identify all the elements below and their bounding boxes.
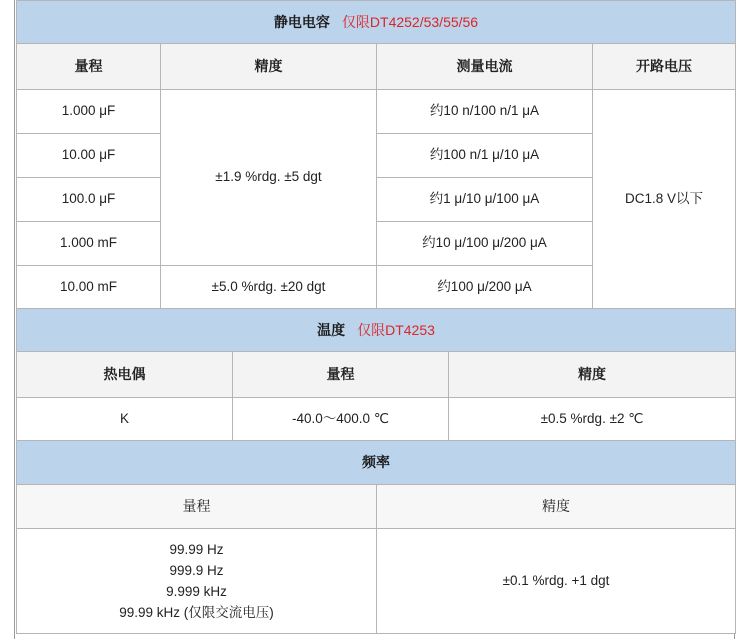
capacitance-model-note: 仅限DT4252/53/55/56: [341, 13, 479, 30]
range-cell: 1.000 μF: [17, 90, 161, 134]
range-cell: -40.0～400.0 ℃: [233, 398, 449, 441]
open-voltage-cell: DC1.8 V以下: [593, 90, 736, 310]
col-header-range: 量程: [17, 485, 377, 529]
temperature-table: [16, 308, 736, 441]
frequency-range-item: 9.999 kHz: [166, 584, 227, 599]
col-header-open-voltage: 开路电压: [593, 44, 736, 90]
temperature-section-header: [17, 309, 736, 352]
col-header-accuracy: 精度: [161, 44, 377, 90]
accuracy-cell: ±5.0 %rdg. ±20 dgt: [161, 266, 377, 310]
current-cell: 约10 n/100 n/1 μA: [377, 90, 593, 134]
current-cell: 约1 μ/10 μ/100 μA: [377, 178, 593, 222]
col-header-current: 测量电流: [377, 44, 593, 90]
range-cell: 10.00 μF: [17, 134, 161, 178]
frequency-table: [16, 440, 736, 634]
col-header-accuracy: 精度: [377, 485, 736, 529]
thermocouple-cell: K: [17, 398, 233, 441]
current-cell: 约100 n/1 μ/10 μA: [377, 134, 593, 178]
capacitance-title: 静电电容: [273, 13, 330, 30]
range-cell: 100.0 μF: [17, 178, 161, 222]
frequency-title: 频率: [362, 454, 390, 471]
col-header-range: 量程: [17, 44, 161, 90]
accuracy-cell: ±0.5 %rdg. ±2 ℃: [449, 398, 736, 441]
temperature-title: 温度: [317, 321, 346, 338]
capacitance-table: [16, 0, 736, 310]
range-cell: 1.000 mF: [17, 222, 161, 266]
current-cell: 约100 μ/200 μA: [377, 266, 593, 310]
frequency-accuracy-cell: ±0.1 %rdg. +1 dgt: [377, 529, 736, 634]
accuracy-cell: ±1.9 %rdg. ±5 dgt: [161, 90, 377, 266]
frequency-range-item: 99.99 Hz: [169, 542, 224, 557]
frequency-range-cell: [17, 529, 377, 634]
frequency-range-item: 999.9 Hz: [169, 563, 224, 578]
frequency-section-header: [17, 441, 736, 485]
spec-sheet: [14, 0, 735, 639]
current-cell: 约10 μ/100 μ/200 μA: [377, 222, 593, 266]
col-header-accuracy: 精度: [449, 352, 736, 398]
col-header-thermocouple: 热电偶: [17, 352, 233, 398]
range-cell: 10.00 mF: [17, 266, 161, 310]
frequency-range-item: 99.99 kHz (仅限交流电压): [119, 605, 274, 620]
capacitance-section-header: [17, 1, 736, 44]
col-header-range: 量程: [233, 352, 449, 398]
temperature-model-note: 仅限DT4253: [357, 321, 435, 338]
